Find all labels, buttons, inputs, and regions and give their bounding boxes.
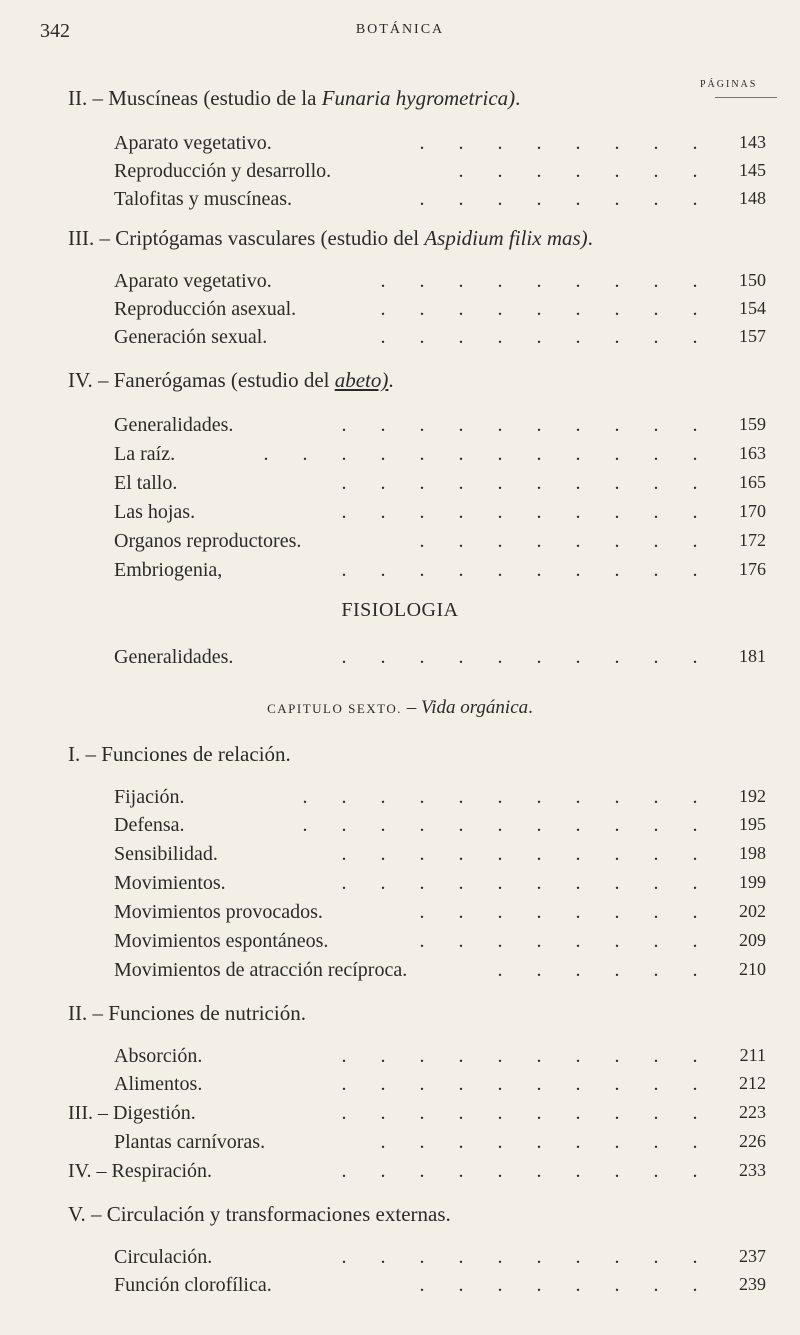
toc-entry: Talofitas y muscíneas. . . . . . . . . 148 [114,188,766,210]
pages-rule [715,97,777,98]
section-heading-III: III. – Criptógamas vasculares (estudio del Aspidium filix mas). [68,226,593,250]
page-number: 342 [40,20,70,42]
part-heading: FISIOLOGIA [341,599,459,621]
section-heading-II-nutricion: II. – Funciones de nutrición. [68,1001,306,1025]
section-heading-IV: IV. – Fanerógamas (estudio del abeto). [68,368,394,392]
toc-entry: La raíz. . . . . . . . . . . . . 163 [114,443,766,465]
toc-entry: Fijación. . . . . . . . . . . . 192 [114,786,766,808]
toc-entry: IV. – Respiración. . . . . . . . . . . 233 [68,1160,766,1182]
chapter-heading: CAPITULO SEXTO. – Vida orgánica. [267,697,533,718]
toc-entry: Aparato vegetativo. . . . . . . . . 143 [114,132,766,154]
toc-entry: Función clorofílica. . . . . . . . . 239 [114,1274,766,1296]
toc-entry: Generación sexual. . . . . . . . . . 157 [114,326,766,348]
toc-entry: Absorción. . . . . . . . . . . 211 [114,1045,766,1067]
section-heading-II: II. – Muscíneas (estudio de la Funaria hygrometrica). [68,86,521,110]
toc-entry: Alimentos. . . . . . . . . . . 212 [114,1073,766,1095]
toc-entry: Movimientos provocados. . . . . . . . . 202 [114,901,766,923]
toc-entry: Defensa. . . . . . . . . . . . 195 [114,814,766,836]
toc-entry: Movimientos de atracción recíproca. . . . . . . 210 [114,959,766,981]
toc-entry: Embriogenia, . . . . . . . . . . 176 [114,559,766,581]
section-heading-I: I. – Funciones de relación. [68,742,291,766]
running-title: BOTÁNICA [355,22,445,37]
toc-entry: Generalidades. . . . . . . . . . . 159 [114,414,766,436]
toc-entry: Aparato vegetativo. . . . . . . . . . 150 [114,270,766,292]
toc-entry: Circulación. . . . . . . . . . . 237 [114,1246,766,1268]
toc-entry: Movimientos espontáneos. . . . . . . . . 209 [114,930,766,952]
toc-entry: Generalidades. . . . . . . . . . . 181 [114,646,766,668]
toc-entry: Reproducción asexual. . . . . . . . . . 154 [114,298,766,320]
toc-entry: El tallo. . . . . . . . . . . 165 [114,472,766,494]
section-heading-V: V. – Circulación y transformaciones externas. [68,1202,451,1226]
toc-entry: III. – Digestión. . . . . . . . . . . 223 [68,1102,766,1124]
toc-entry: Reproducción y desarrollo. . . . . . . . 145 [114,160,766,182]
toc-entry: Plantas carnívoras. . . . . . . . . . 226 [114,1131,766,1153]
toc-entry: Sensibilidad. . . . . . . . . . . 198 [114,843,766,865]
pages-column-label: PÁGINAS [700,79,758,90]
toc-entry: Organos reproductores. . . . . . . . . 172 [114,530,766,552]
toc-entry: Las hojas. . . . . . . . . . . 170 [114,501,766,523]
toc-entry: Movimientos. . . . . . . . . . . 199 [114,872,766,894]
